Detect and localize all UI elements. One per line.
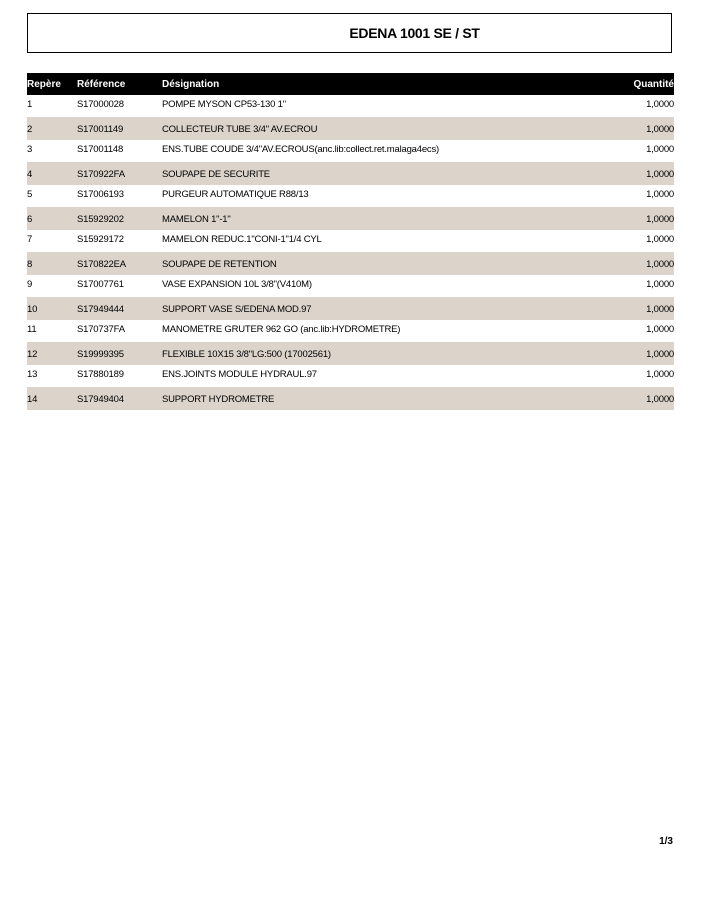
cell-repere: 13 — [27, 368, 38, 380]
cell-repere: 7 — [27, 233, 33, 245]
cell-repere: 2 — [27, 124, 33, 135]
cell-quantite: 1,0000 — [646, 349, 674, 360]
cell-designation: MAMELON REDUC.1"CONI-1"1/4 CYL — [162, 233, 322, 245]
cell-designation: COLLECTEUR TUBE 3/4" AV.ECROU — [162, 124, 318, 135]
cell-repere: 6 — [27, 214, 33, 225]
cell-designation: MANOMETRE GRUTER 962 GO (anc.lib:HYDROMETRE) — [162, 323, 401, 335]
cell-quantite: 1,0000 — [646, 143, 674, 155]
cell-designation: ENS.JOINTS MODULE HYDRAUL.97 — [162, 368, 317, 380]
cell-quantite: 1,0000 — [646, 169, 674, 180]
cell-quantite: 1,0000 — [646, 368, 674, 380]
table-row — [27, 185, 674, 207]
document-title: EDENA 1001 SE / ST — [349, 25, 480, 41]
table-row — [27, 387, 674, 410]
cell-reference: S17880189 — [77, 368, 124, 380]
cell-reference: S17000028 — [77, 98, 124, 110]
cell-reference: S170822EA — [77, 259, 126, 270]
table-row — [27, 252, 674, 275]
cell-designation: VASE EXPANSION 10L 3/8"(V410M) — [162, 278, 312, 290]
header-repere: Repère — [27, 78, 61, 90]
cell-quantite: 1,0000 — [646, 233, 674, 245]
cell-quantite: 1,0000 — [646, 304, 674, 315]
cell-reference: S17949444 — [77, 304, 124, 315]
cell-quantite: 1,0000 — [646, 214, 674, 225]
table-row — [27, 275, 674, 297]
cell-designation: SOUPAPE DE RETENTION — [162, 259, 277, 270]
cell-designation: FLEXIBLE 10X15 3/8"LG:500 (17002561) — [162, 349, 331, 360]
parts-table — [27, 73, 674, 410]
table-row — [27, 297, 674, 320]
cell-designation: SUPPORT HYDROMETRE — [162, 394, 275, 405]
cell-repere: 3 — [27, 143, 33, 155]
cell-quantite: 1,0000 — [646, 278, 674, 290]
table-row — [27, 162, 674, 185]
cell-repere: 9 — [27, 278, 33, 290]
cell-repere: 11 — [27, 323, 37, 335]
cell-designation: SUPPORT VASE S/EDENA MOD.97 — [162, 304, 312, 315]
cell-repere: 14 — [27, 394, 38, 405]
cell-reference: S19999395 — [77, 349, 124, 360]
table-row — [27, 140, 674, 162]
cell-repere: 12 — [27, 349, 38, 360]
cell-quantite: 1,0000 — [646, 188, 674, 200]
table-row — [27, 117, 674, 140]
header-quantite: Quantité — [633, 78, 674, 90]
table-row — [27, 342, 674, 365]
cell-reference: S170737FA — [77, 323, 125, 335]
cell-designation: ENS.TUBE COUDE 3/4"AV.ECROUS(anc.lib:collect.ret.malaga4ecs) — [162, 143, 439, 155]
table-row — [27, 365, 674, 387]
cell-reference: S17001149 — [77, 124, 124, 135]
page-number: 1/3 — [659, 836, 673, 847]
table-row — [27, 207, 674, 230]
cell-repere: 10 — [27, 304, 38, 315]
table-row — [27, 230, 674, 252]
cell-reference: S15929172 — [77, 233, 124, 245]
table-header — [27, 73, 674, 95]
cell-designation: MAMELON 1"-1" — [162, 214, 231, 225]
header-designation: Désignation — [162, 78, 220, 90]
cell-designation: POMPE MYSON CP53-130 1" — [162, 98, 286, 110]
cell-reference: S17001148 — [77, 143, 124, 155]
cell-repere: 5 — [27, 188, 33, 200]
header-reference: Référence — [77, 78, 126, 90]
cell-reference: S17007761 — [77, 278, 124, 290]
cell-repere: 4 — [27, 169, 33, 180]
cell-quantite: 1,0000 — [646, 323, 674, 335]
cell-quantite: 1,0000 — [646, 98, 674, 110]
cell-reference: S17949404 — [77, 394, 124, 405]
title-box — [27, 13, 672, 53]
cell-quantite: 1,0000 — [646, 394, 674, 405]
cell-reference: S170922FA — [77, 169, 125, 180]
cell-reference: S15929202 — [77, 214, 124, 225]
cell-designation: SOUPAPE DE SECURITE — [162, 169, 270, 180]
cell-reference: S17006193 — [77, 188, 124, 200]
cell-repere: 1 — [27, 98, 33, 110]
cell-repere: 8 — [27, 259, 33, 270]
cell-quantite: 1,0000 — [646, 259, 674, 270]
cell-designation: PURGEUR AUTOMATIQUE R88/13 — [162, 188, 309, 200]
table-row — [27, 95, 674, 117]
cell-quantite: 1,0000 — [646, 124, 674, 135]
table-row — [27, 320, 674, 342]
